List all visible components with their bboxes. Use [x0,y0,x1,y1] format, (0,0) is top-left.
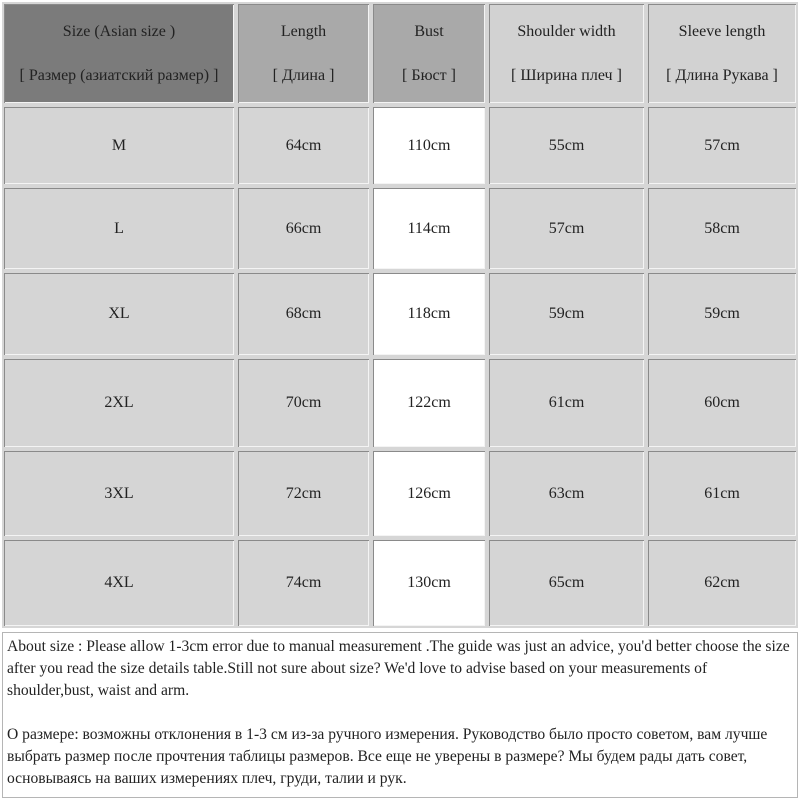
header-size-en: Size (Asian size ) [62,22,176,40]
cell-shoulder-m: 55cm [487,105,646,186]
header-bust-ru: [ Бюст ] [402,66,456,84]
header-sleeve-length [646,2,798,105]
cell-shoulder-l: 57cm [487,186,646,271]
cell-bust-2xl: 122cm [371,357,487,449]
cell-shoulder-3xl: 63cm [487,449,646,538]
header-shoulder-width [487,2,646,105]
cell-size-l: L [2,186,236,271]
cell-size-3xl: 3XL [2,449,236,538]
header-size [2,2,236,105]
size-note-english: About size : Please allow 1-3cm error due to manual measurement .The guide was just an advice, you'd better choose the size after you read the size details table.Still not sure about size? We'd love to advise based on your measurements of shoulder,bust, waist and arm. [7,638,790,699]
cell-length-3xl: 72cm [236,449,371,538]
cell-shoulder-2xl: 61cm [487,357,646,449]
cell-bust-xl: 118cm [371,271,487,357]
cell-bust-4xl: 130cm [371,538,487,628]
cell-sleeve-2xl: 60cm [646,357,798,449]
header-bust-en: Bust [414,22,444,40]
header-sleeve-ru: [ Длина Рукава ] [666,66,778,84]
header-length-en: Length [280,22,327,40]
cell-sleeve-m: 57cm [646,105,798,186]
cell-size-m: M [2,105,236,186]
cell-bust-l: 114cm [371,186,487,271]
size-note [2,632,798,798]
cell-length-4xl: 74cm [236,538,371,628]
cell-size-xl: XL [2,271,236,357]
header-bust [371,2,487,105]
header-length [236,2,371,105]
header-shoulder-en: Shoulder width [517,22,616,40]
cell-bust-3xl: 126cm [371,449,487,538]
cell-sleeve-4xl: 62cm [646,538,798,628]
cell-sleeve-xl: 59cm [646,271,798,357]
cell-sleeve-l: 58cm [646,186,798,271]
header-sleeve-en: Sleeve length [678,22,766,40]
cell-length-xl: 68cm [236,271,371,357]
cell-length-2xl: 70cm [236,357,371,449]
cell-length-l: 66cm [236,186,371,271]
header-size-ru: [ Размер (азиатский размер) ] [19,66,219,84]
cell-bust-m: 110cm [371,105,487,186]
cell-size-4xl: 4XL [2,538,236,628]
cell-shoulder-xl: 59cm [487,271,646,357]
cell-shoulder-4xl: 65cm [487,538,646,628]
header-length-ru: [ Длина ] [272,66,335,84]
cell-length-m: 64cm [236,105,371,186]
header-shoulder-ru: [ Ширина плеч ] [511,66,622,84]
cell-sleeve-3xl: 61cm [646,449,798,538]
cell-size-2xl: 2XL [2,357,236,449]
size-note-russian: О размере: возможны отклонения в 1-3 см из-за ручного измерения. Руководство было просто советом, вам лучше выбрать размер после прочтения таблицы размеров. Все еще не уверены в размере? Мы будем рады дать совет, основываясь на ваших измерениях плеч, груди, талии и рук. [7,726,768,787]
